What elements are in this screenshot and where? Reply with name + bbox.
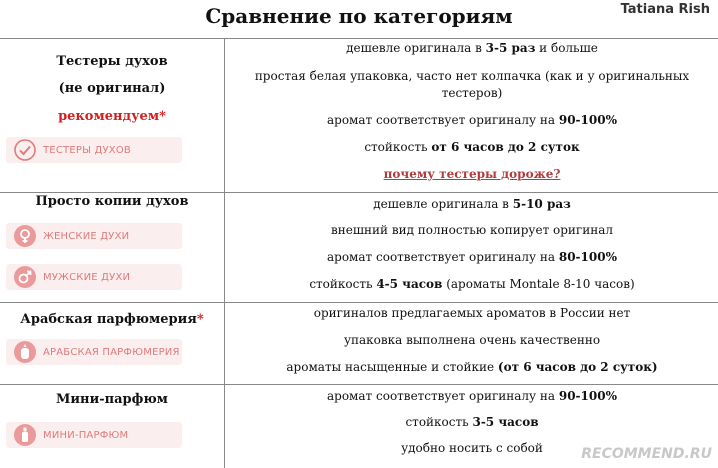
row-divider: [0, 384, 718, 385]
badge-label: МИНИ-ПАРФЮМ: [43, 429, 129, 441]
feature-line: ароматы насыщенные и стойкие (от 6 часов до 2 суток): [286, 360, 658, 374]
mini-bottle-icon: [13, 423, 37, 447]
feature-line: оригиналов предлагаемых ароматов в России нет: [313, 306, 631, 320]
badge-label: ЖЕНСКИЕ ДУХИ: [43, 230, 130, 242]
page-title: Сравнение по категориям: [205, 4, 513, 28]
feature-line: удобно носить с собой: [401, 441, 543, 455]
badge-label: АРАБСКАЯ ПАРФЮМЕРИЯ: [43, 346, 180, 358]
category-title: Арабская парфюмерия*: [20, 312, 204, 327]
mini-perfume-link-badge[interactable]: [6, 422, 182, 448]
feature-line: аромат соответствует оригиналу на 80-100%: [327, 250, 617, 264]
table-top-border: [0, 38, 718, 39]
feature-line: дешевле оригинала в 5-10 раз: [373, 197, 571, 211]
female-icon: [13, 224, 37, 248]
feature-line: внешний вид полностью копирует оригинал: [331, 223, 613, 237]
arabic-perfume-link-badge[interactable]: [6, 339, 182, 365]
why-testers-link[interactable]: почему тестеры дороже?: [383, 167, 561, 181]
feature-line: упаковка выполнена очень качественно: [343, 333, 601, 347]
author-label: Tatiana Rish: [620, 2, 710, 17]
watermark: RECOMMEND.RU: [581, 446, 712, 462]
category-title: Мини-парфюм: [56, 392, 168, 407]
feature-line: аромат соответствует оригиналу на 90-100%: [327, 113, 617, 127]
feature-line: [226, 166, 718, 182]
feature-line: тестеров): [441, 86, 503, 100]
feature-line: стойкость 4-5 часов (ароматы Montale 8-10 часов): [309, 277, 635, 291]
category-subtitle: (не оригинал): [58, 81, 166, 96]
male-icon: [13, 265, 37, 289]
category-title: Просто копии духов: [35, 194, 189, 209]
category-title: Тестеры духов: [56, 54, 168, 69]
feature-line: стойкость 3-5 часов: [405, 415, 539, 429]
badge-label: ТЕСТЕРЫ ДУХОВ: [43, 144, 131, 156]
feature-line: простая белая упаковка, часто нет колпачка (как и у оригинальных: [254, 69, 690, 83]
female-perfume-link-badge[interactable]: [6, 223, 182, 249]
check-icon: [13, 138, 37, 162]
testers-link-badge[interactable]: [6, 137, 182, 163]
feature-line: аромат соответствует оригиналу на 90-100%: [327, 389, 617, 403]
recommend-label: рекомендуем*: [58, 109, 166, 124]
feature-line: дешевле оригинала в 3-5 раз и больше: [346, 41, 598, 55]
badge-label: МУЖСКИЕ ДУХИ: [43, 271, 131, 283]
row-divider: [0, 302, 718, 303]
table-column-divider: [224, 38, 225, 468]
perfume-bottle-icon: [13, 340, 37, 364]
male-perfume-link-badge[interactable]: [6, 264, 182, 290]
feature-line: стойкость от 6 часов до 2 суток: [364, 140, 580, 154]
